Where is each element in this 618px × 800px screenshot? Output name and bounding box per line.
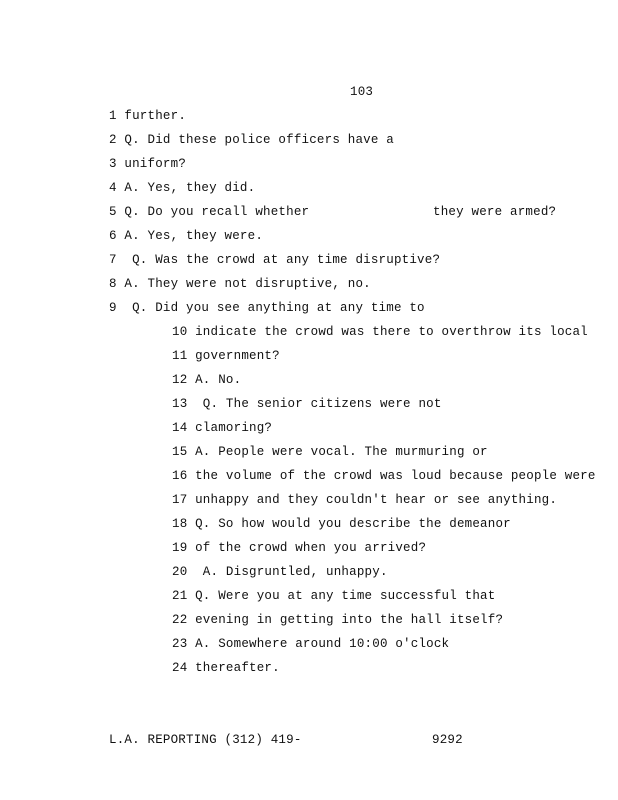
line-number: 18 xyxy=(172,517,188,531)
transcript-line-14 xyxy=(172,420,272,436)
line-text: Q. Do you recall whether xyxy=(124,205,310,219)
transcript-line-13 xyxy=(172,396,442,412)
line-text: Q. Did these police officers have a xyxy=(124,133,394,147)
transcript-line-11 xyxy=(172,348,280,364)
line-text: A. No. xyxy=(195,373,242,387)
line-number: 12 xyxy=(172,373,188,387)
transcript-line-3 xyxy=(109,156,186,172)
line-number: 23 xyxy=(172,637,188,651)
line-text: Q. The senior citizens were not xyxy=(195,397,442,411)
transcript-line-5-continuation: they were armed? xyxy=(433,205,557,219)
transcript-line-6 xyxy=(109,228,263,244)
line-text: uniform? xyxy=(124,157,187,171)
line-text: evening in getting into the hall itself? xyxy=(195,613,504,627)
line-number: 13 xyxy=(172,397,188,411)
footer-phone-suffix: 9292 xyxy=(432,733,463,747)
line-text: A. People were vocal. The murmuring or xyxy=(195,445,488,459)
transcript-line-17 xyxy=(172,492,557,508)
transcript-line-1 xyxy=(109,108,186,124)
line-text: unhappy and they couldn't hear or see anything. xyxy=(195,493,558,507)
transcript-line-18 xyxy=(172,516,511,532)
transcript-line-16 xyxy=(172,468,596,484)
transcript-line-10 xyxy=(172,324,588,340)
line-number: 14 xyxy=(172,421,188,435)
transcript-line-19 xyxy=(172,540,426,556)
line-number: 22 xyxy=(172,613,188,627)
line-text: A. Disgruntled, unhappy. xyxy=(195,565,388,579)
transcript-line-8 xyxy=(109,276,371,292)
transcript-line-20 xyxy=(172,564,388,580)
transcript-line-7 xyxy=(109,252,440,268)
line-text: Q. Was the crowd at any time disruptive? xyxy=(124,253,441,267)
line-number: 24 xyxy=(172,661,188,675)
line-number: 3 xyxy=(109,157,117,171)
line-number: 11 xyxy=(172,349,188,363)
line-text: A. Somewhere around 10:00 o'clock xyxy=(195,637,450,651)
line-number: 20 xyxy=(172,565,188,579)
line-text: clamoring? xyxy=(195,421,273,435)
line-number: 10 xyxy=(172,325,188,339)
line-text: of the crowd when you arrived? xyxy=(195,541,427,555)
line-text: government? xyxy=(195,349,280,363)
line-text: the volume of the crowd was loud because people were xyxy=(195,469,596,483)
footer-reporter: L.A. REPORTING (312) 419- xyxy=(109,733,302,747)
line-number: 6 xyxy=(109,229,117,243)
transcript-line-21 xyxy=(172,588,495,604)
line-text: indicate the crowd was there to overthrow its local xyxy=(195,325,588,339)
line-text: Q. So how would you describe the demeanor xyxy=(195,517,511,531)
line-number: 5 xyxy=(109,205,117,219)
line-number: 4 xyxy=(109,181,117,195)
line-number: 1 xyxy=(109,109,117,123)
transcript-line-2 xyxy=(109,132,394,148)
line-text: A. Yes, they did. xyxy=(124,181,256,195)
line-text: A. They were not disruptive, no. xyxy=(124,277,371,291)
transcript-line-5 xyxy=(109,204,309,220)
line-number: 21 xyxy=(172,589,188,603)
transcript-line-24 xyxy=(172,660,280,676)
line-text: further. xyxy=(124,109,187,123)
line-number: 19 xyxy=(172,541,188,555)
transcript-line-9 xyxy=(109,300,425,316)
line-number: 2 xyxy=(109,133,117,147)
line-text: Q. Did you see anything at any time to xyxy=(124,301,425,315)
line-number: 17 xyxy=(172,493,188,507)
transcript-line-15 xyxy=(172,444,488,460)
transcript-line-23 xyxy=(172,636,449,652)
line-number: 9 xyxy=(109,301,117,315)
line-number: 8 xyxy=(109,277,117,291)
line-text: A. Yes, they were. xyxy=(124,229,264,243)
transcript-line-22 xyxy=(172,612,503,628)
page-number: 103 xyxy=(350,85,374,99)
line-number: 15 xyxy=(172,445,188,459)
line-text: thereafter. xyxy=(195,661,280,675)
line-number: 7 xyxy=(109,253,117,267)
transcript-line-4 xyxy=(109,180,255,196)
line-text: Q. Were you at any time successful that xyxy=(195,589,496,603)
line-number: 16 xyxy=(172,469,188,483)
transcript-line-12 xyxy=(172,372,241,388)
